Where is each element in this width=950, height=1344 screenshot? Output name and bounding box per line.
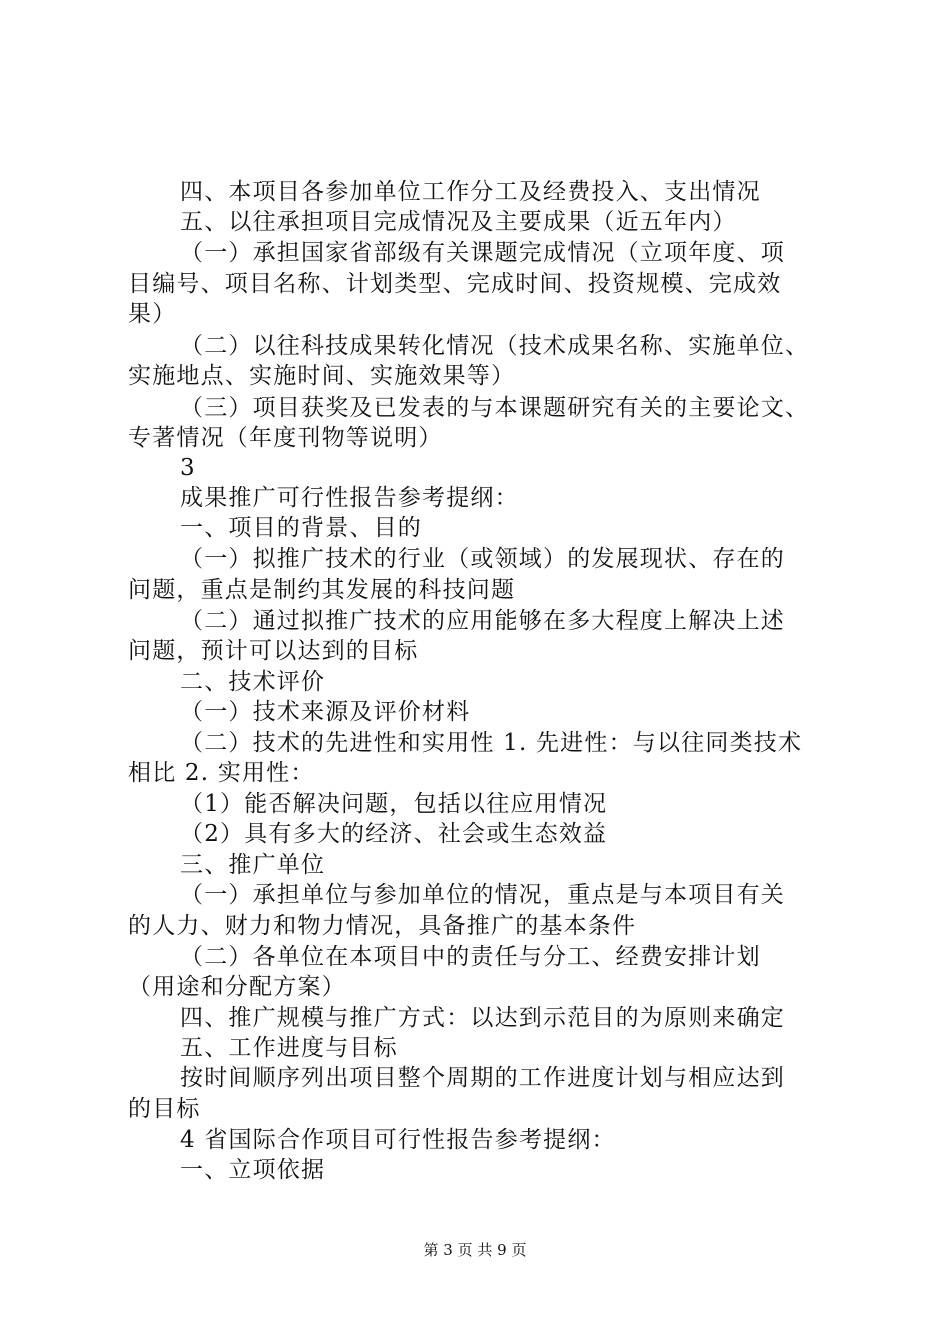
- text-line: 四、推广规模与推广方式：以达到示范目的为原则来确定: [180, 1005, 785, 1031]
- text-line: （二）各单位在本项目中的责任与分工、经费安排计划: [180, 944, 761, 970]
- text-line: 的人力、财力和物力情况，具备推广的基本条件: [128, 913, 637, 939]
- text-line: （一）承担国家省部级有关课题完成情况（立项年度、项: [180, 240, 785, 266]
- text-line: 五、工作进度与目标: [180, 1035, 398, 1061]
- text-line: 一、立项依据: [180, 1157, 326, 1183]
- text-line: 四、本项目各参加单位工作分工及经费投入、支出情况: [180, 179, 761, 205]
- text-line: 目编号、项目名称、计划类型、完成时间、投资规模、完成效: [128, 271, 782, 297]
- text-line: 果）: [128, 301, 177, 327]
- text-line: （一）拟推广技术的行业（或领域）的发展现状、存在的: [180, 546, 785, 572]
- text-line: （2）具有多大的经济、社会或生态效益: [180, 821, 608, 847]
- section-number: 3: [180, 455, 196, 481]
- text-line: 的目标: [128, 1096, 201, 1122]
- text-line: 实施地点、实施时间、实施效果等）: [128, 363, 516, 389]
- text-line: （二）技术的先进性和实用性 1. 先进性：与以往同类技术: [180, 730, 803, 756]
- text-line: 二、技术评价: [180, 669, 326, 695]
- text-line: （三）项目获奖及已发表的与本课题研究有关的主要论文、: [180, 395, 810, 421]
- text-line: （二）以往科技成果转化情况（技术成果名称、实施单位、: [180, 333, 810, 359]
- section-heading: 成果推广可行性报告参考提纲：: [180, 485, 519, 511]
- text-line: 相比 2. 实用性：: [128, 760, 315, 786]
- text-line: 问题，预计可以达到的目标: [128, 638, 419, 664]
- text-line: （用途和分配方案）: [128, 974, 346, 1000]
- section-heading: 4 省国际合作项目可行性报告参考提纲：: [180, 1127, 616, 1153]
- text-line: 按时间顺序列出项目整个周期的工作进度计划与相应达到: [180, 1065, 785, 1091]
- text-line: （二）通过拟推广技术的应用能够在多大程度上解决上述: [180, 608, 785, 634]
- page-footer: 第 3 页 共 9 页: [423, 1241, 527, 1259]
- text-line: 问题，重点是制约其发展的科技问题: [128, 577, 516, 603]
- text-line: 专著情况（年度刊物等说明）: [128, 425, 443, 451]
- text-line: 三、推广单位: [180, 852, 326, 878]
- text-line: 一、项目的背景、目的: [180, 515, 422, 541]
- text-line: （一）承担单位与参加单位的情况，重点是与本项目有关: [180, 882, 785, 908]
- text-line: （一）技术来源及评价材料: [180, 699, 471, 725]
- text-line: 五、以往承担项目完成情况及主要成果（近五年内）: [180, 209, 737, 235]
- text-line: （1）能否解决问题，包括以往应用情况: [180, 791, 608, 817]
